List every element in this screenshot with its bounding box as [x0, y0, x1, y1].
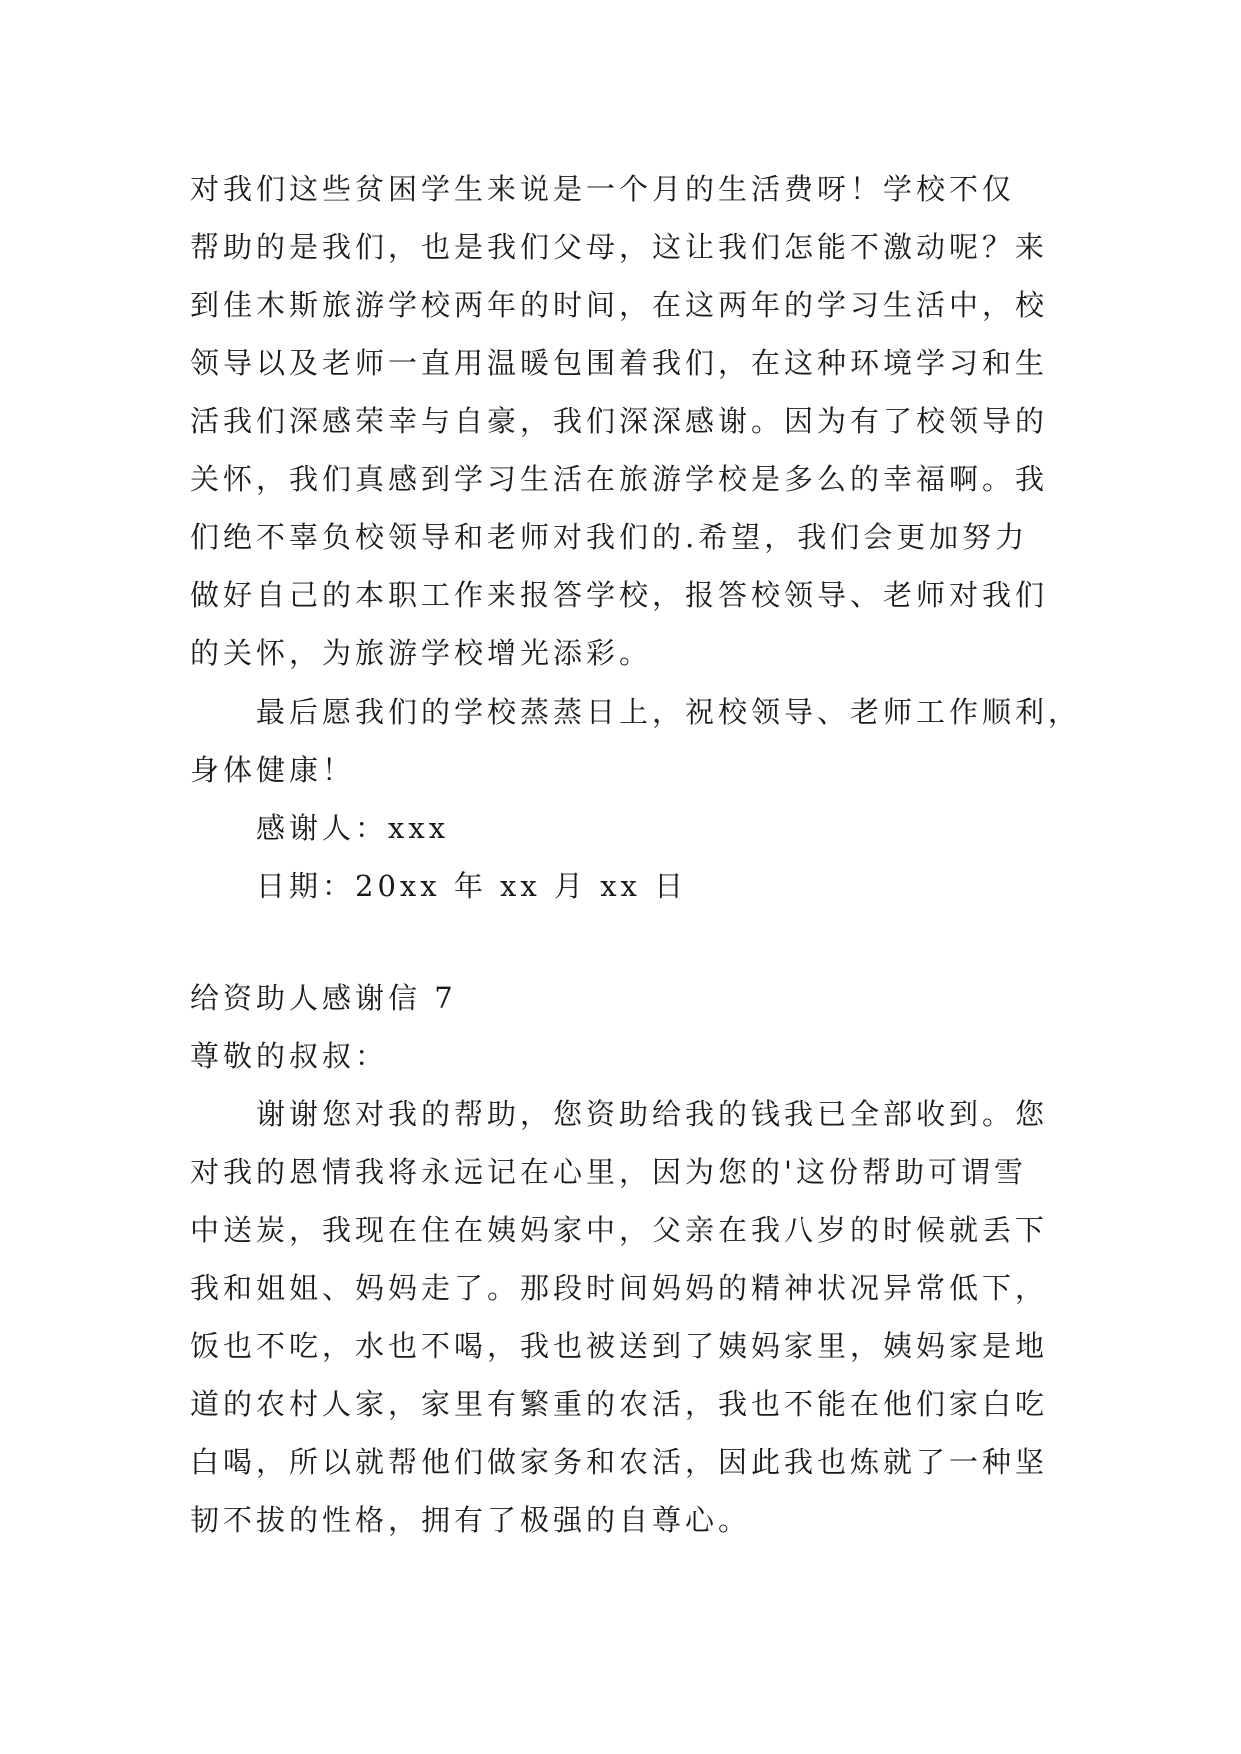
paragraph-line: 领导以及老师一直用温暖包围着我们，在这种环境学习和生 [190, 346, 1049, 380]
salutation: 尊敬的叔叔： [190, 1039, 389, 1073]
paragraph-line: 做好自己的本职工作来报答学校，报答校领导、老师对我们 [190, 578, 1049, 612]
paragraph-line: 道的农村人家，家里有繁重的农活，我也不能在他们家白吃 [190, 1387, 1049, 1421]
closing-wish-line: 身体健康！ [190, 753, 356, 787]
section-title: 给资助人感谢信 7 [190, 981, 457, 1015]
date-line: 日期：20xx 年 xx 月 xx 日 [256, 869, 688, 903]
paragraph-line: 帮助的是我们，也是我们父母，这让我们怎能不激动呢？来 [190, 230, 1049, 264]
paragraph-line: 对我们这些贫困学生来说是一个月的生活费呀！学校不仅 [190, 172, 1016, 206]
signature-line: 感谢人：xxx [256, 811, 450, 845]
paragraph-line: 活我们深感荣幸与自豪，我们深深感谢。因为有了校领导的 [190, 404, 1049, 438]
paragraph-line: 谢谢您对我的帮助，您资助给我的钱我已全部收到。您 [256, 1097, 1049, 1131]
paragraph-line: 们绝不辜负校领导和老师对我们的.希望，我们会更加努力 [190, 520, 1029, 554]
paragraph-line: 到佳木斯旅游学校两年的时间，在这两年的学习生活中，校 [190, 288, 1049, 322]
closing-wish-line: 最后愿我们的学校蒸蒸日上，祝校领导、老师工作顺利， [256, 695, 1082, 729]
paragraph-line: 韧不拔的性格，拥有了极强的自尊心。 [190, 1503, 752, 1537]
paragraph-line: 我和姐姐、妈妈走了。那段时间妈妈的精神状况异常低下， [190, 1271, 1049, 1305]
paragraph-line: 关怀，我们真感到学习生活在旅游学校是多么的幸福啊。我 [190, 462, 1049, 496]
paragraph-line: 中送炭，我现在住在姨妈家中，父亲在我八岁的时候就丢下 [190, 1213, 1049, 1247]
paragraph-line: 对我的恩情我将永远记在心里，因为您的'这份帮助可谓雪 [190, 1155, 1027, 1189]
paragraph-line: 的关怀，为旅游学校增光添彩。 [190, 636, 653, 670]
paragraph-line: 饭也不吃，水也不喝，我也被送到了姨妈家里，姨妈家是地 [190, 1329, 1049, 1363]
paragraph-line: 白喝，所以就帮他们做家务和农活，因此我也炼就了一种坚 [190, 1445, 1049, 1479]
